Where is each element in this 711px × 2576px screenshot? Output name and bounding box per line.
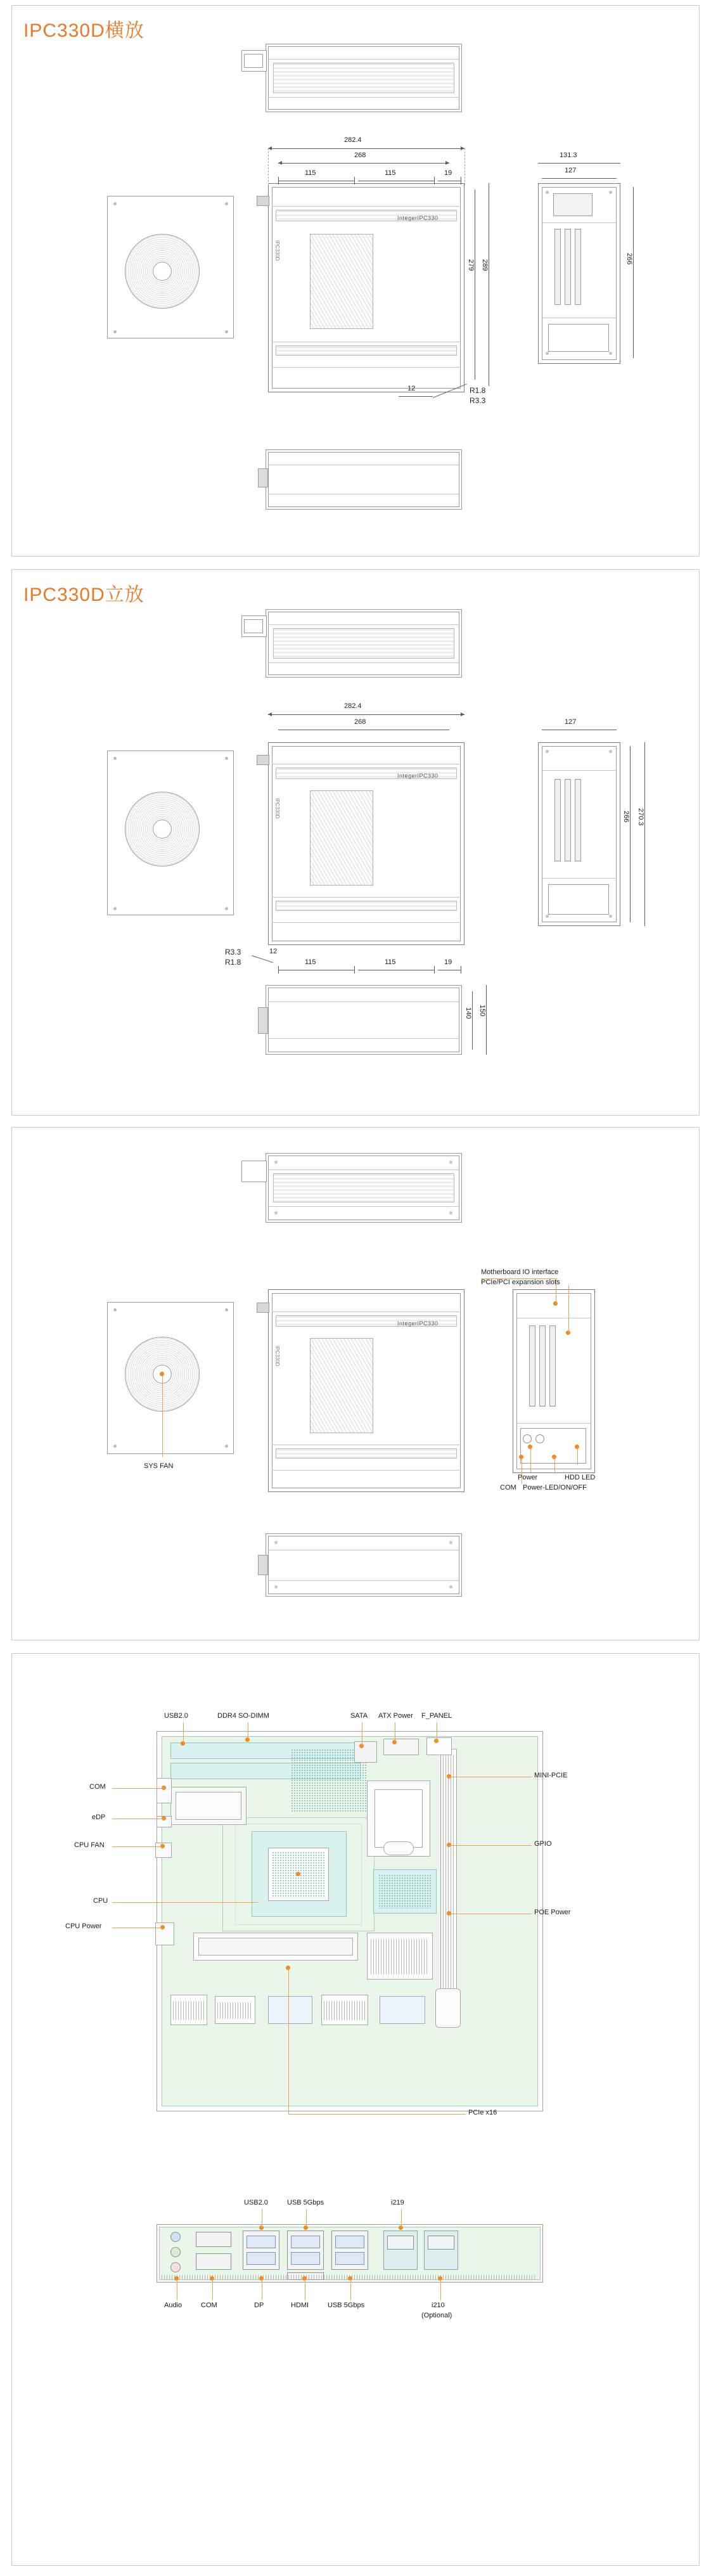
panel-callouts: SYS FAN IntegerIPC330 IPC330D Motherboard IO interface PCIe/PCI expansion slots Power HDD LED COM Power-LED/ON/OFF: [11, 1127, 700, 1640]
dim-v-268: 268: [354, 718, 366, 726]
label-mb-cpufan: CPU FAN: [74, 1841, 105, 1849]
panel-title-horizontal: IPC330D横放: [23, 20, 144, 41]
panel-horizontal: IPC330D横放 IntegerIPC330 IPC330D 282.4 268 115 115 19 131.3 127 279 289 266 12 R1.8 R3.3: [11, 5, 700, 557]
label-mb-com: COM: [89, 1783, 106, 1791]
label-mb-cpu: CPU: [93, 1897, 108, 1905]
dim-v-12: 12: [269, 948, 278, 955]
dim-v-150: 150: [478, 1005, 486, 1017]
dim-268: 268: [354, 151, 366, 159]
label-mb-gpio: GPIO: [534, 1840, 552, 1848]
panel-title-vertical: IPC330D立放: [23, 584, 144, 605]
dim-19: 19: [444, 169, 452, 177]
sys-fan-marker: [160, 1372, 164, 1376]
audio-jack-green: [170, 2247, 181, 2257]
label-mb-pcie16: PCIe x16: [468, 2109, 497, 2116]
dim-v-282-4: 282.4: [344, 702, 362, 710]
label-mb-fpanel: F_PANEL: [421, 1712, 452, 1720]
label-io-audio: Audio: [164, 2302, 183, 2309]
label-mb-edp: eDP: [92, 1813, 106, 1821]
label-io-optional: (Optional): [421, 2312, 452, 2319]
label-io-dp: DP: [254, 2302, 264, 2309]
label-mb-dimm: DDR4 SO-DIMM: [217, 1712, 269, 1720]
audio-jack-pink: [170, 2262, 181, 2272]
dim-115-b: 115: [385, 169, 396, 177]
label-power: Power: [518, 1474, 538, 1481]
label-hdd-led: HDD LED: [565, 1474, 596, 1481]
dim-279: 279: [467, 259, 475, 271]
dim-r3-3: R3.3: [470, 396, 486, 405]
dim-v-140: 140: [464, 1007, 472, 1019]
dim-282-4: 282.4: [344, 136, 362, 144]
dim-v-270-3: 270.3: [637, 808, 644, 826]
dim-289: 289: [481, 259, 489, 271]
dp-port: [196, 2253, 231, 2270]
brand-text-3: IntegerIPC330: [397, 1320, 439, 1327]
dim-266: 266: [625, 253, 633, 265]
dim-v-r1-8: R1.8: [225, 958, 241, 967]
label-sys-fan: SYS FAN: [144, 1462, 174, 1470]
dim-127: 127: [565, 167, 577, 174]
dim-v-r3-3: R3.3: [225, 948, 241, 956]
dim-v-19: 19: [444, 958, 452, 966]
label-io-usb5gbps: USB 5Gbps: [287, 2199, 324, 2206]
dim-131-3: 131.3: [560, 151, 577, 159]
label-io-i219: i219: [391, 2199, 404, 2206]
label-com: COM: [500, 1484, 516, 1491]
label-expansion-slots: PCIe/PCI expansion slots: [481, 1278, 560, 1286]
dim-r1-8: R1.8: [470, 386, 486, 395]
label-mb-sata: SATA: [350, 1712, 368, 1720]
dim-v-266: 266: [622, 811, 630, 823]
brand-text-1: IntegerIPC330: [397, 215, 439, 221]
label-mb-cpupower: CPU Power: [65, 1922, 102, 1930]
panel-vertical: IPC330D立放 IntegerIPC330 IPC330D 282.4 268 127 266 270.3 R3.3 R1.8 12 115 115 19 140 150: [11, 569, 700, 1116]
dim-v-115-a: 115: [305, 958, 316, 966]
label-power-led: Power-LED/ON/OFF: [523, 1484, 587, 1491]
label-motherboard-io: Motherboard IO interface: [481, 1268, 559, 1276]
label-io-com: COM: [201, 2302, 217, 2309]
label-io-i210: i210: [432, 2302, 445, 2309]
dim-115-a: 115: [305, 169, 316, 177]
label-io-usb20: USB2.0: [244, 2199, 268, 2206]
dim-v-127: 127: [565, 718, 577, 726]
label-io-usb5gbps-bottom: USB 5Gbps: [328, 2302, 365, 2309]
dim-12: 12: [407, 385, 416, 392]
brand-text-2: IntegerIPC330: [397, 773, 439, 779]
com-port: [196, 2232, 231, 2247]
label-mb-poe: POE Power: [534, 1909, 571, 1916]
panel-motherboard: [11, 1653, 700, 2566]
label-mb-minipcie: MINI-PCIE: [534, 1772, 568, 1779]
label-mb-usb20: USB2.0: [164, 1712, 188, 1720]
label-mb-atx: ATX Power: [378, 1712, 413, 1720]
audio-jack-blue: [170, 2232, 181, 2242]
dim-v-115-b: 115: [385, 958, 396, 966]
label-io-hdmi: HDMI: [291, 2302, 309, 2309]
